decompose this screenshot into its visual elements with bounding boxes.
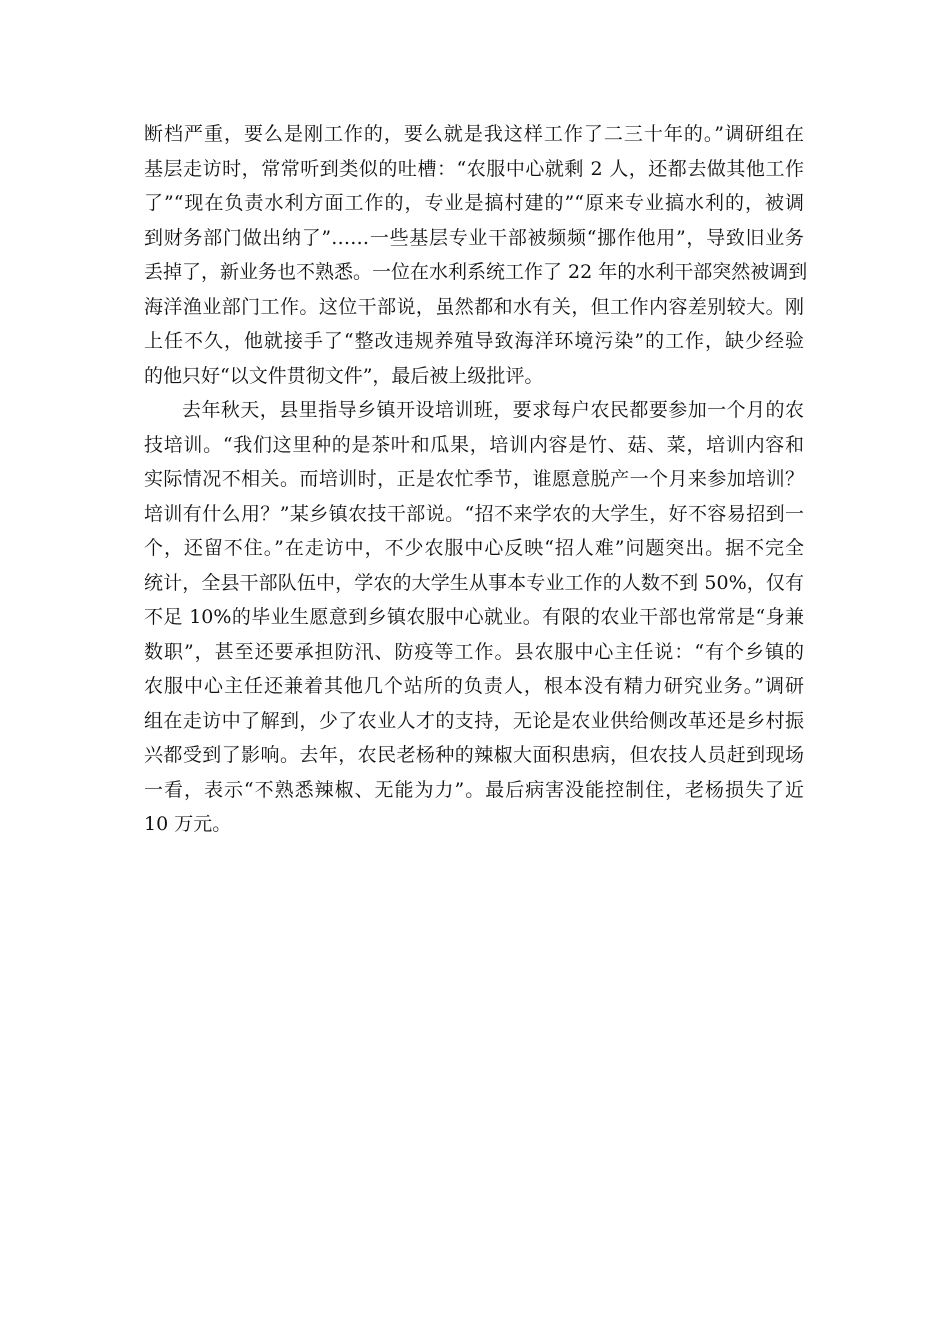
paragraph-1 bbox=[144, 117, 808, 393]
paragraph-2-line-12: 一看，表示“不熟悉辣椒、无能为力”。最后病害没能控制住，老杨损失了近 bbox=[144, 778, 804, 801]
paragraph-1-line-4: 到财务部门做出纳了”……一些基层专业干部被频频“挪作他用”，导致旧业务 bbox=[144, 226, 804, 249]
paragraph-2-line-3: 实际情况不相关。而培训时，正是农忙季节，谁愿意脱产一个月来参加培训？ bbox=[144, 468, 804, 490]
paragraph-2-line-6: 统计，全县干部队伍中，学农的大学生从事本专业工作的人数不到 50%，仅有 bbox=[144, 571, 804, 594]
paragraph-1-line-6: 海洋渔业部门工作。这位干部说，虽然都和水有关，但工作内容差别较大。刚 bbox=[144, 295, 804, 318]
paragraph-1-line-2: 基层走访时，常常听到类似的吐槽：“农服中心就剩 2 人，还都去做其他工作 bbox=[144, 157, 804, 180]
paragraph-2-line-13: 10 万元。 bbox=[144, 813, 232, 835]
paragraph-1-line-8: 的他只好“以文件贯彻文件”，最后被上级批评。 bbox=[144, 364, 544, 387]
paragraph-2-line-5: 个，还留不住。”在走访中，不少农服中心反映“招人难”问题突出。据不完全 bbox=[144, 537, 804, 559]
paragraph-2-line-4: 培训有什么用？”某乡镇农技干部说。“招不来学农的大学生，好不容易招到一 bbox=[144, 502, 804, 525]
paragraph-2-line-1: 去年秋天，县里指导乡镇开设培训班，要求每户农民都要参加一个月的农 bbox=[182, 399, 804, 421]
paragraph-2-line-10: 组在走访中了解到，少了农业人才的支持，无论是农业供给侧改革还是乡村振 bbox=[144, 709, 804, 732]
paragraph-1-line-1: 断档严重，要么是刚工作的，要么就是我这样工作了二三十年的。”调研组在 bbox=[144, 123, 804, 145]
paragraph-2-line-2: 技培训。“我们这里种的是茶叶和瓜果，培训内容是竹、菇、菜，培训内容和 bbox=[144, 433, 804, 456]
paragraph-1-line-5: 丢掉了，新业务也不熟悉。一位在水利系统工作了 22 年的水利干部突然被调到 bbox=[144, 261, 808, 283]
paragraph-1-line-3: 了”“现在负责水利方面工作的，专业是搞村建的”“原来专业搞水利的，被调 bbox=[144, 192, 804, 214]
paragraph-2 bbox=[144, 393, 804, 842]
paragraph-2-line-9: 农服中心主任还兼着其他几个站所的负责人，根本没有精力研究业务。”调研 bbox=[144, 675, 804, 697]
paragraph-2-line-11: 兴都受到了影响。去年，农民老杨种的辣椒大面积患病，但农技人员赶到现场 bbox=[144, 744, 804, 766]
paragraph-2-line-8: 数职”，甚至还要承担防汛、防疫等工作。县农服中心主任说：“有个乡镇的 bbox=[144, 640, 804, 663]
paragraph-2-line-7: 不足 10%的毕业生愿意到乡镇农服中心就业。有限的农业干部也常常是“身兼 bbox=[144, 606, 804, 628]
document-body bbox=[144, 117, 808, 842]
paragraph-1-line-7: 上任不久，他就接手了“整改违规养殖导致海洋环境污染”的工作，缺少经验 bbox=[144, 330, 804, 352]
